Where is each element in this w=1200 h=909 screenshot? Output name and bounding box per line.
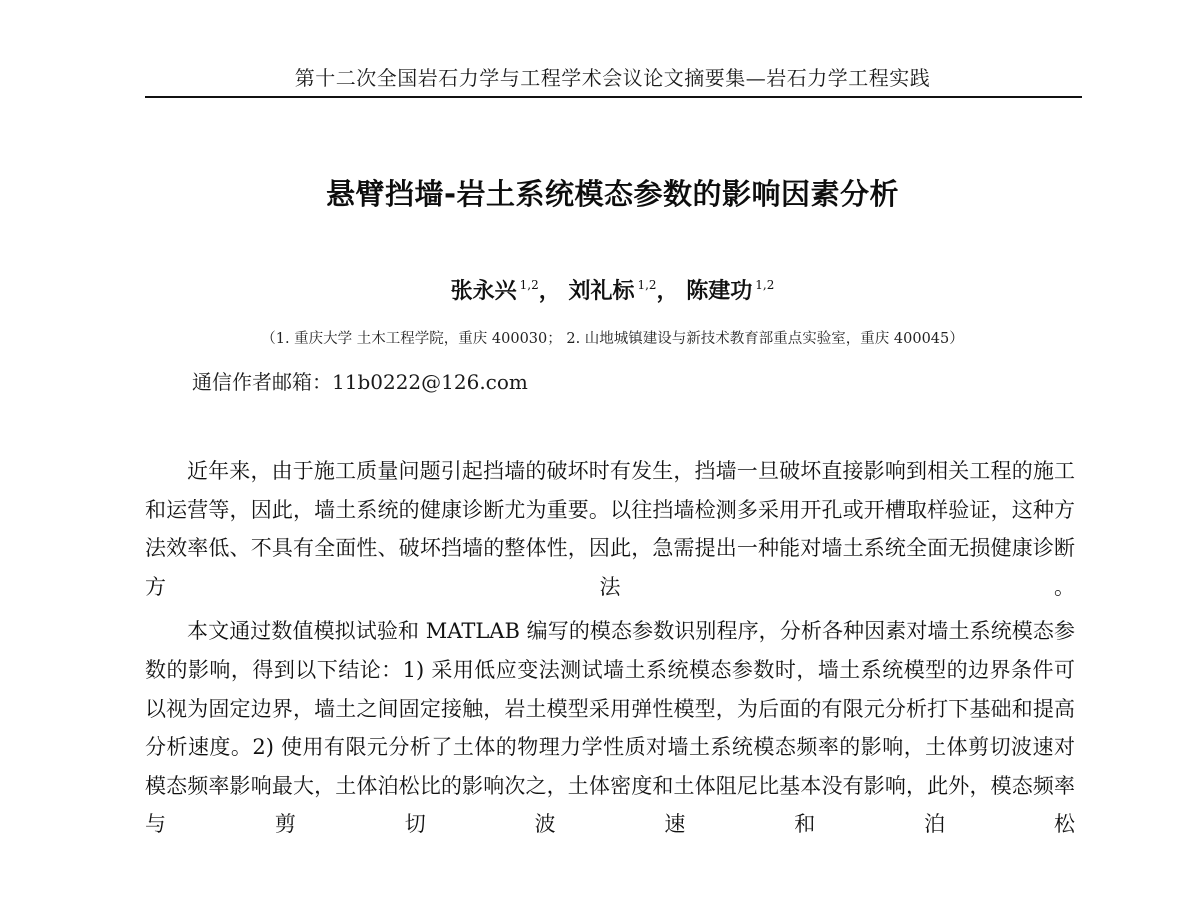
affiliations: （1. 重庆大学 土木工程学院，重庆 400030； 2. 山地城镇建设与新技术教育部重点实验室，重庆 400045） — [261, 331, 964, 347]
body-paragraph: 近年来，由于施工质量问题引起挡墙的破坏时有发生，挡墙一旦破坏直接影响到相关工程的施工和运营等，因此，墙土系统的健康诊断尤为重要。以往挡墙检测多采用开孔或开槽取样验证，这种方法效率低、不具有全面性、破坏挡墙的整体性，因此，急需提出一种能对墙土系统全面无损健康诊断方法。 — [145, 459, 1075, 599]
abstract-body — [145, 452, 1075, 850]
author-name: 张永兴 — [450, 278, 517, 304]
author-affiliation-mark: 1,2 — [637, 278, 657, 292]
author-affiliation-mark: 1,2 — [519, 278, 539, 292]
running-header: 第十二次全国岩石力学与工程学术会议论文摘要集—岩石力学工程实践 — [294, 66, 931, 90]
paper-title: 悬臂挡墙-岩土系统模态参数的影响因素分析 — [325, 177, 900, 211]
body-paragraph: 本文通过数值模拟试验和 MATLAB 编写的模态参数识别程序，分析各种因素对墙土系统模态参数的影响，得到以下结论：1) 采用低应变法测试墙土系统模态参数时，墙土系统模型的边界条件可以视为固定边界，墙土之间固定接触，岩土模型采用弹性模型，为后面的有限元分析打下基础和提高分析速度。2) 使用有限元分析了土体的物理力学性质对墙土系统模态频率的影响，土体剪切波速对模态频率影响最大，土体泊松比的影响次之，土体密度和土体阻尼比基本没有影响，此外，模态频率与剪切波速和泊松 — [145, 619, 1075, 837]
corresponding-email: 通信作者邮箱：11b0222@126.com — [192, 370, 528, 394]
author-separator: ， — [656, 278, 679, 304]
author-list — [145, 274, 1080, 305]
author-name: 陈建功 — [686, 278, 753, 304]
header-rule — [145, 96, 1082, 98]
author-affiliation-mark: 1,2 — [755, 278, 775, 292]
author-separator: ， — [538, 278, 561, 304]
author-name: 刘礼标 — [568, 278, 635, 304]
